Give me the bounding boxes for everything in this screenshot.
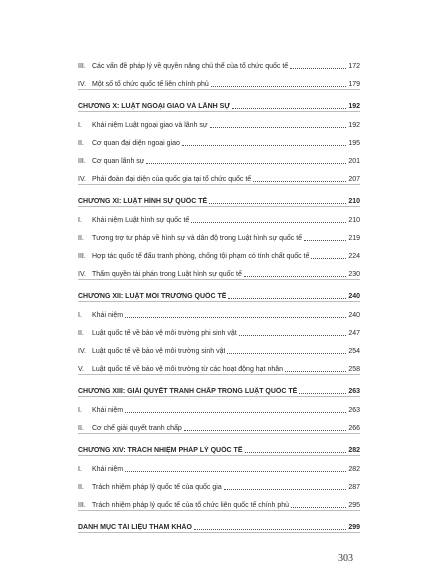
toc-item-number: I.	[78, 122, 82, 129]
toc-page-number: 210	[348, 217, 360, 224]
toc-item-number: I.	[78, 312, 82, 319]
toc-item	[78, 406, 360, 415]
toc-item-number: IV.	[78, 81, 86, 88]
dot-leader	[209, 197, 346, 204]
dot-leader	[304, 234, 346, 241]
toc-entry-title: CHƯƠNG XII: LUẬT MÔI TRƯỜNG QUỐC TẾ	[78, 293, 227, 300]
row-gap	[78, 492, 360, 501]
row-gap	[78, 356, 360, 365]
toc-item	[78, 347, 360, 356]
toc-entry-title: Cơ quan đại diện ngoại giao	[92, 140, 180, 147]
row-gap	[78, 185, 360, 197]
toc-page-number: 287	[348, 484, 360, 491]
row-gap	[78, 375, 360, 387]
toc-entry-title: DANH MỤC TÀI LIỆU THAM KHẢO	[78, 524, 192, 531]
toc-page-number: 240	[348, 312, 360, 319]
toc-page-number: 179	[348, 81, 360, 88]
dot-leader	[245, 446, 347, 453]
row-gap	[78, 338, 360, 347]
toc-entry-title: Khái niệm	[92, 466, 124, 473]
toc-item-number: I.	[78, 407, 82, 414]
toc-page-number: 210	[348, 198, 360, 205]
toc-entry-title: Phái đoàn đại diện của quốc gia tại tổ chức quốc tế	[92, 176, 252, 183]
toc-page-number: 230	[348, 271, 360, 278]
toc-item-number: II.	[78, 140, 84, 147]
dot-leader	[125, 465, 346, 472]
row-gap	[78, 207, 360, 216]
toc-item-number: II.	[78, 330, 84, 337]
toc-page-number: 282	[348, 447, 360, 454]
dot-leader	[228, 292, 346, 299]
toc-item-number: I.	[78, 217, 82, 224]
toc-page-number: 192	[348, 122, 360, 129]
row-gap	[78, 166, 360, 175]
toc-entry-title: Một số tổ chức quốc tế liên chính phủ	[92, 81, 209, 88]
toc-item-number: II.	[78, 235, 84, 242]
row-gap	[78, 320, 360, 329]
toc-chapter	[78, 387, 360, 396]
dot-leader	[244, 270, 346, 277]
toc-entry-title: Trách nhiệm pháp lý quốc tế của tổ chức liên quốc tế chính phủ	[92, 502, 290, 509]
toc-entry-title: Khái niệm	[92, 407, 124, 414]
toc-item-number: II.	[78, 484, 84, 491]
toc-page-number: 295	[348, 502, 360, 509]
dot-leader	[232, 102, 346, 109]
toc-item	[78, 121, 360, 130]
dot-leader	[182, 139, 346, 146]
toc-entry-title: Cơ chế giải quyết tranh chấp	[92, 425, 182, 432]
toc-item-number: III.	[78, 158, 86, 165]
toc-page-number: 219	[348, 235, 360, 242]
toc-entry-title: Cơ quan lãnh sự	[92, 158, 145, 165]
row-gap	[78, 397, 360, 406]
toc-item	[78, 175, 360, 184]
dot-leader	[299, 387, 346, 394]
toc-item	[78, 501, 360, 510]
toc-item-number: III.	[78, 253, 86, 260]
dot-leader	[210, 121, 346, 128]
toc-entry-title: Khái niệm Luật hình sự quốc tế	[92, 217, 190, 224]
toc-chapter	[78, 197, 360, 206]
toc-item-number: II.	[78, 425, 84, 432]
toc-entry-title: CHƯƠNG XIII: GIẢI QUYẾT TRANH CHẤP TRONG LUẬT QUỐC TẾ	[78, 388, 298, 395]
toc-page-number: 247	[348, 330, 360, 337]
toc-page-number: 263	[348, 388, 360, 395]
row-gap	[78, 148, 360, 157]
toc-item	[78, 234, 360, 243]
toc-item-number: IV.	[78, 348, 86, 355]
toc-entry-title: CHƯƠNG X: LUẬT NGOẠI GIAO VÀ LÃNH SỰ	[78, 103, 231, 110]
dot-leader	[184, 424, 346, 431]
toc-page-number: 263	[348, 407, 360, 414]
toc-item-number: V.	[78, 366, 84, 373]
dot-leader	[146, 157, 346, 164]
row-gap	[78, 474, 360, 483]
dot-leader	[253, 175, 346, 182]
dot-leader	[291, 501, 346, 508]
toc-entry-title: Hợp tác quốc tế đấu tranh phòng, chống tội phạm có tính chất quốc tế	[92, 253, 310, 260]
toc-page-number: 201	[348, 158, 360, 165]
toc-entry-title: Thẩm quyền tài phán trong Luật hình sự quốc tế	[92, 271, 242, 278]
toc-item	[78, 311, 360, 320]
row-gap	[78, 280, 360, 292]
toc-page-number: 258	[348, 366, 360, 373]
toc-entry-title: Tương trợ tư pháp về hình sự và dẫn độ trong Luật hình sự quốc tế	[92, 235, 303, 242]
toc-item	[78, 62, 360, 71]
toc-item-number: III.	[78, 63, 86, 70]
toc-entry-title: Luật quốc tế về bảo vệ môi trường từ các hoạt động hạt nhân	[92, 366, 284, 373]
toc-page-number: 172	[348, 63, 360, 70]
row-gap	[78, 415, 360, 424]
toc-item-number: I.	[78, 466, 82, 473]
toc-entry-title: CHƯƠNG XIV: TRÁCH NHIỆM PHÁP LÝ QUỐC TẾ	[78, 447, 243, 454]
toc-entry-title: CHƯƠNG XI: LUẬT HÌNH SỰ QUỐC TẾ	[78, 198, 208, 205]
row-gap	[78, 243, 360, 252]
row-gap	[78, 533, 360, 542]
toc-item	[78, 329, 360, 338]
toc-entry-title: Luật quốc tế về bảo vệ môi trường phi sinh vật	[92, 330, 237, 337]
toc-item	[78, 483, 360, 492]
toc-chapter	[78, 102, 360, 111]
toc-item-number: IV.	[78, 176, 86, 183]
toc-item	[78, 216, 360, 225]
toc-page-number: 195	[348, 140, 360, 147]
row-gap	[78, 511, 360, 523]
row-gap	[78, 71, 360, 80]
dot-leader	[239, 329, 346, 336]
toc-item	[78, 365, 360, 374]
row-gap	[78, 90, 360, 102]
toc-entry-title: Luật quốc tế về bảo vệ môi trường sinh vật	[92, 348, 226, 355]
dot-leader	[125, 311, 346, 318]
toc-chapter	[78, 523, 360, 532]
row-gap	[78, 456, 360, 465]
dot-leader	[285, 365, 346, 372]
toc-page-number: 299	[348, 524, 360, 531]
dot-leader	[227, 347, 346, 354]
toc-chapter	[78, 446, 360, 455]
dot-leader	[191, 216, 346, 223]
row-gap	[78, 225, 360, 234]
toc-entry-title: Khái niệm Luật ngoại giao và lãnh sự	[92, 122, 208, 129]
toc-page-number: 207	[348, 176, 360, 183]
dot-leader	[211, 80, 346, 87]
row-gap	[78, 302, 360, 311]
toc-item	[78, 80, 360, 89]
toc-page-number: 266	[348, 425, 360, 432]
page-number: 303	[338, 553, 353, 564]
row-gap	[78, 434, 360, 446]
toc-item-number: IV.	[78, 271, 86, 278]
toc-page-number: 192	[348, 103, 360, 110]
toc-entry-title: Các vấn đề pháp lý về quyền năng chủ thể của tổ chức quốc tế	[92, 63, 289, 70]
toc-item	[78, 270, 360, 279]
toc-page-number: 224	[348, 253, 360, 260]
toc-chapter	[78, 292, 360, 301]
toc-item	[78, 424, 360, 433]
toc-page-number: 240	[348, 293, 360, 300]
toc-page-number: 254	[348, 348, 360, 355]
dot-leader	[224, 483, 346, 490]
toc-entry-title: Khái niệm	[92, 312, 124, 319]
dot-leader	[290, 62, 346, 69]
row-gap	[78, 112, 360, 121]
toc-item	[78, 465, 360, 474]
toc-item	[78, 157, 360, 166]
dot-leader	[311, 252, 346, 259]
toc-item-number: III.	[78, 502, 86, 509]
dot-leader	[194, 523, 346, 530]
toc-item	[78, 252, 360, 261]
toc-page-number: 282	[348, 466, 360, 473]
row-gap	[78, 261, 360, 270]
toc-entry-title: Trách nhiệm pháp lý quốc tế của quốc gia	[92, 484, 222, 491]
row-gap	[78, 130, 360, 139]
table-of-contents	[78, 62, 360, 542]
dot-leader	[125, 406, 346, 413]
toc-item	[78, 139, 360, 148]
